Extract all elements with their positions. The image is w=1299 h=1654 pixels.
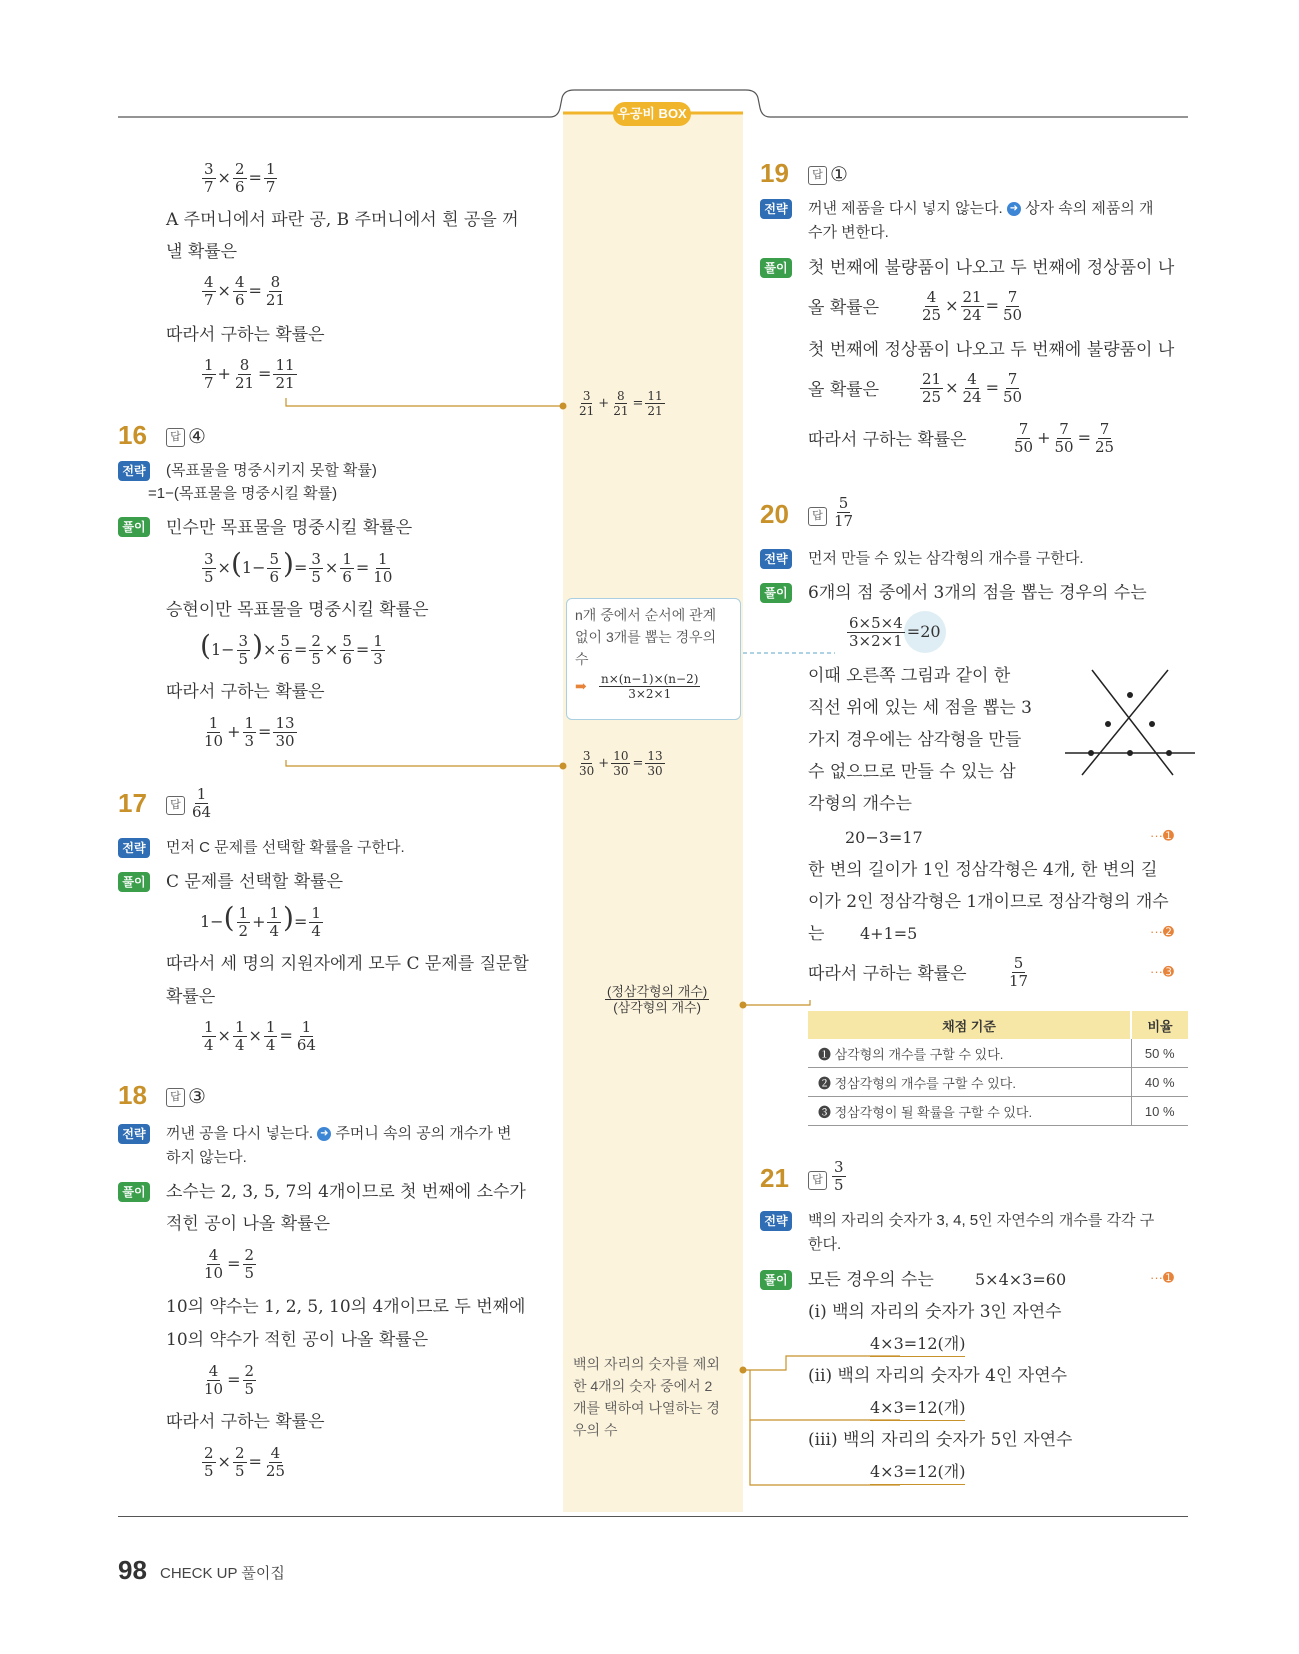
q20-final: $\frac{5}{17}$ — [1009, 954, 1029, 990]
q16-strategy-1: (목표물을 명중시키지 못할 확률) — [166, 462, 377, 479]
q19-eq-1: $\frac{4}{25}$ × $\frac{21}{24}$ = $\frac{7}{50}$ — [922, 288, 1023, 324]
side-note-5-line1: 백의 자리의 숫자를 제외 — [573, 1356, 720, 1372]
q20-sol-2: 이때 오른쪽 그림과 같이 한 — [808, 666, 1011, 686]
q17-number: 17 — [118, 788, 147, 818]
q20-sol-4: 가지 경우에는 삼각형을 만들 — [808, 730, 1022, 750]
page-number: 98 — [118, 1555, 147, 1585]
answer-icon: 답 — [808, 166, 827, 185]
q21-case-1: (ⅰ) 백의 자리의 숫자가 3인 자연수 — [808, 1302, 1062, 1322]
q18-strategy-text: 꺼낸 공을 다시 넣는다. — [166, 1125, 314, 1142]
q16-answer: ④ — [188, 424, 206, 448]
q18-eq-2: $\frac{4}{10}$ = $\frac{2}{5}$ — [204, 1362, 255, 1398]
strategy-tag: 전략 — [760, 199, 792, 219]
q17-eq-1: 1−( $\frac{1}{2}$ + $\frac{1}{4}$ )= $\frac{1}{4}$ — [200, 901, 321, 940]
q17-sol-1: C 문제를 선택할 확률은 — [166, 872, 344, 892]
q16-eq-1: $\frac{3}{5}$ ×(1− $\frac{5}{6}$ )= $\frac{3}{5}$ × $\frac{1}{6}$ = $\frac{1}{10}$ — [204, 547, 393, 586]
solution-tag: 풀이 — [118, 1182, 150, 1202]
text-a2: 낼 확률은 — [166, 242, 238, 262]
box-badge: 우공비 BOX — [613, 102, 691, 126]
side-note-1: $\frac{3}{21}$ + $\frac{8}{21}$ = $\frac{11}{21}$ — [579, 389, 663, 418]
side-note-5-line4: 우의 수 — [573, 1422, 618, 1438]
q21-eq-2: 4×3=12(개) — [870, 1396, 965, 1421]
eq-b: $\frac{4}{7}$ × $\frac{4}{6}$ = $\frac{8}{21}$ — [204, 273, 285, 309]
q18-number: 18 — [118, 1080, 147, 1110]
mark-3: ···➌ — [1150, 964, 1174, 979]
answer-icon: 답 — [808, 507, 827, 526]
table-row: ➌ 정삼각형이 될 확률을 구할 수 있다. 10 % — [808, 1097, 1188, 1126]
q17-eq-2: $\frac{1}{4}$ × $\frac{1}{4}$ × $\frac{1}{4}$ = $\frac{1}{64}$ — [204, 1018, 316, 1054]
strategy-tag: 전략 — [118, 1124, 150, 1144]
mark-1: ···➊ — [1150, 1270, 1174, 1285]
side-note-2-line3: 수 — [575, 651, 589, 667]
q20-answer: $\frac{5}{17}$ — [834, 494, 854, 530]
arrow-icon: ➜ — [1007, 202, 1021, 216]
q20-sol-7: 한 변의 길이가 1인 정삼각형은 4개, 한 변의 길 — [808, 860, 1158, 880]
q19-strategy-1 — [808, 197, 1154, 221]
q16-sol-3: 따라서 구하는 확률은 — [166, 682, 325, 702]
q16-number: 16 — [118, 420, 147, 450]
q19-eq-2: $\frac{21}{25}$ × $\frac{4}{24}$ = $\frac{7}{50}$ — [922, 370, 1023, 406]
q20-sol-10: 따라서 구하는 확률은 — [808, 964, 967, 984]
q19-eq-3: $\frac{7}{50}$ + $\frac{7}{50}$ = $\frac{7}{25}$ — [1014, 420, 1115, 456]
q20-sol-3: 직선 위에 있는 세 점을 뽑는 3 — [808, 698, 1032, 718]
q16-eq-2: (1− $\frac{3}{5}$ )× $\frac{5}{6}$ = $\frac{2}{5}$ × $\frac{5}{6}$ = $\frac{1}{3}$ — [200, 629, 383, 668]
q21-eq-0: 5×4×3=60 — [975, 1270, 1067, 1289]
solution-tag: 풀이 — [118, 872, 150, 892]
q18-answer: ③ — [188, 1084, 206, 1108]
q20-number: 20 — [760, 499, 789, 529]
side-note-4: $\frac{\text{(정삼각형의 개수)}}{\text{(삼각형의 개수)}}$ — [607, 984, 708, 1015]
side-note-5-line2: 한 4개의 숫자 중에서 2 — [573, 1378, 713, 1394]
q20-sol-8: 이가 2인 정삼각형은 1개이므로 정삼각형의 개수 — [808, 892, 1169, 912]
q20-strategy: 먼저 만들 수 있는 삼각형의 개수를 구한다. — [808, 550, 1084, 567]
q21-answer: $\frac{3}{5}$ — [834, 1158, 844, 1194]
q20-eq-2: 4+1=5 — [860, 924, 918, 943]
answer-icon: 답 — [166, 796, 185, 815]
side-note-3: $\frac{3}{30}$ + $\frac{10}{30}$ = $\frac{13}{30}$ — [579, 749, 663, 778]
q21-sol-1: 모든 경우의 수는 — [808, 1270, 934, 1290]
table-row: ➊ 삼각형의 개수를 구할 수 있다. 50 % — [808, 1039, 1188, 1068]
eq-c: $\frac{1}{7}$ + $\frac{8}{21}$ = $\frac{11}{21}$ — [204, 356, 295, 392]
text-a1: A 주머니에서 파란 공, B 주머니에서 흰 공을 꺼 — [166, 210, 519, 230]
q20-sol-9: 는 — [808, 924, 825, 944]
q19-strategy-2: 수가 변한다. — [808, 224, 889, 241]
q16-sol-1: 민수만 목표물을 명중시킬 확률은 — [166, 518, 413, 538]
q16-sol-2: 승현이만 목표물을 명중시킬 확률은 — [166, 600, 429, 620]
scoring-table — [808, 1011, 1188, 1126]
answer-icon: 답 — [166, 1088, 185, 1107]
q17-sol-3: 확률은 — [166, 987, 216, 1007]
q21-strategy-1: 백의 자리의 숫자가 3, 4, 5인 자연수의 개수를 각각 구 — [808, 1212, 1155, 1229]
q18-sol-2: 적힌 공이 나올 확률은 — [166, 1214, 331, 1234]
q19-strategy-text: 꺼낸 제품을 다시 넣지 않는다. — [808, 200, 1003, 217]
solution-tag: 풀이 — [760, 1270, 792, 1290]
q20-comb: $\frac{6\times 5\times 4}{3\times 2\times 1}$ =20 — [849, 614, 941, 650]
arrow-icon: ➜ — [317, 1127, 331, 1141]
q17-strategy: 먼저 C 문제를 선택할 확률을 구한다. — [166, 839, 405, 856]
q18-sol-5: 따라서 구하는 확률은 — [166, 1412, 325, 1432]
q21-eq-1: 4×3=12(개) — [870, 1332, 965, 1357]
solution-tag: 풀이 — [760, 258, 792, 278]
q19-sol-5: 따라서 구하는 확률은 — [808, 430, 967, 450]
q18-eq-1: $\frac{4}{10}$ = $\frac{2}{5}$ — [204, 1246, 255, 1282]
q21-strategy-2: 한다. — [808, 1236, 842, 1253]
q20-sol-1: 6개의 점 중에서 3개의 점을 뽑는 경우의 수는 — [808, 583, 1147, 603]
strategy-tag: 전략 — [760, 549, 792, 569]
q21-number: 21 — [760, 1163, 789, 1193]
side-note-2-formula: $\frac{n\times(n-1)\times(n-2)}{3\times 2\times 1}$ — [601, 672, 699, 701]
strategy-tag: 전략 — [118, 461, 150, 481]
strategy-tag: 전략 — [118, 838, 150, 858]
q18-sol-4: 10의 약수가 적힌 공이 나올 확률은 — [166, 1330, 429, 1350]
q21-case-2: (ⅱ) 백의 자리의 숫자가 4인 자연수 — [808, 1366, 1068, 1386]
q17-sol-2: 따라서 세 명의 지원자에게 모두 C 문제를 질문할 — [166, 954, 529, 974]
q20-eq-1: 20−3=17 — [845, 828, 923, 847]
q17-answer: $\frac{1}{64}$ — [192, 785, 212, 821]
text-b: 따라서 구하는 확률은 — [166, 325, 325, 345]
solution-tag: 풀이 — [118, 517, 150, 537]
q18-sol-3: 10의 약수는 1, 2, 5, 10의 4개이므로 두 번째에 — [166, 1297, 526, 1317]
q20-sol-5: 수 없으므로 만들 수 있는 삼 — [808, 762, 1016, 782]
eq-a: $\frac{3}{7}$ × $\frac{2}{6}$ = $\frac{1}{7}$ — [204, 160, 276, 196]
q19-sol-3: 첫 번째에 정상품이 나오고 두 번째에 불량품이 나 — [808, 340, 1175, 360]
q19-strategy-result: 상자 속의 제품의 개 — [1025, 200, 1154, 217]
side-note-2-line2: 없이 3개를 뽑는 경우의 — [575, 629, 717, 645]
table-row: ➋ 정삼각형의 개수를 구할 수 있다. 40 % — [808, 1068, 1188, 1097]
q18-eq-3: $\frac{2}{5}$ × $\frac{2}{5}$ = $\frac{4}{25}$ — [204, 1444, 285, 1480]
q16-strategy-2: =1−(목표물을 명중시킬 확률) — [148, 485, 338, 502]
book-title: CHECK UP 풀이집 — [160, 1565, 285, 1582]
side-note-combination-box — [566, 598, 741, 720]
mark-1: ···➊ — [1150, 828, 1174, 843]
answer-icon: 답 — [808, 1171, 827, 1190]
q21-case-3: (ⅲ) 백의 자리의 숫자가 5인 자연수 — [808, 1430, 1073, 1450]
solution-tag: 풀이 — [760, 583, 792, 603]
mark-2: ···➋ — [1150, 924, 1174, 939]
footer-rule — [118, 1516, 1188, 1517]
q19-answer: ① — [830, 162, 848, 186]
side-note-2-line1: n개 중에서 순서에 관계 — [575, 607, 717, 623]
q20-sol-6: 각형의 개수는 — [808, 794, 912, 814]
side-note-5-line3: 개를 택하여 나열하는 경 — [573, 1400, 720, 1416]
triangle-figure — [1060, 660, 1200, 780]
table-header-criteria: 채점 기준 — [808, 1011, 1131, 1039]
table-header-ratio: 비율 — [1131, 1011, 1188, 1039]
q19-sol-4: 올 확률은 — [808, 380, 880, 400]
q21-eq-3: 4×3=12(개) — [870, 1460, 965, 1485]
answer-icon: 답 — [166, 428, 185, 447]
arrow-icon: ➡ — [575, 679, 587, 695]
q18-strategy-2: 하지 않는다. — [166, 1149, 247, 1166]
q19-sol-1: 첫 번째에 불량품이 나오고 두 번째에 정상품이 나 — [808, 258, 1175, 278]
q16-eq-3: $\frac{1}{10}$ + $\frac{1}{3}$ = $\frac{13}{30}$ — [204, 714, 295, 750]
q18-strategy-result: 주머니 속의 공의 개수가 변 — [335, 1125, 512, 1142]
q19-sol-2: 올 확률은 — [808, 298, 880, 318]
q19-number: 19 — [760, 158, 789, 188]
q18-sol-1: 소수는 2, 3, 5, 7의 4개이므로 첫 번째에 소수가 — [166, 1182, 526, 1202]
strategy-tag: 전략 — [760, 1211, 792, 1231]
